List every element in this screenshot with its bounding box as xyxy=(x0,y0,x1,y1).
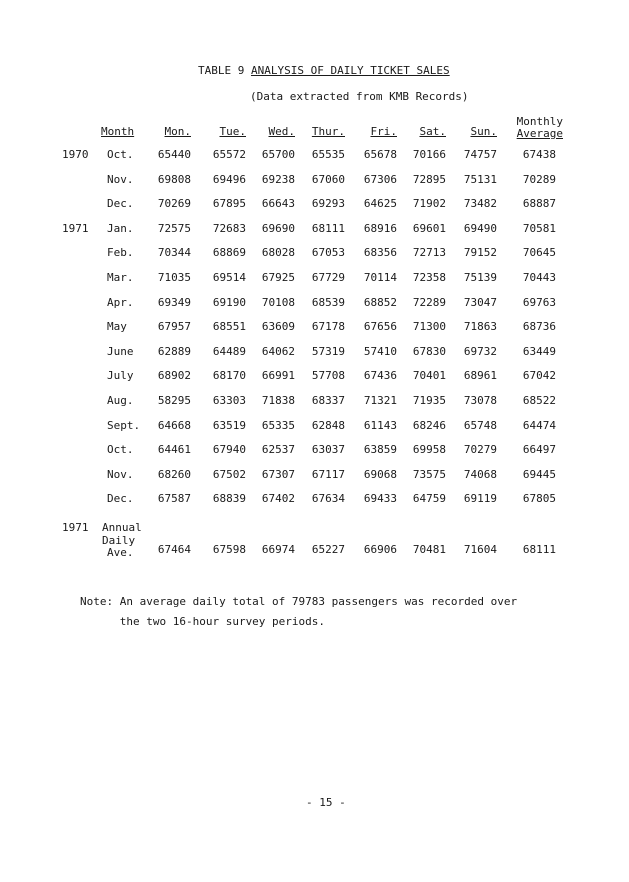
table-cell: 67925 xyxy=(261,271,295,284)
table-subtitle: (Data extracted from KMB Records) xyxy=(250,90,469,103)
table-cell: 67587 xyxy=(157,492,191,506)
table-cell: 64062 xyxy=(261,344,295,358)
table-cell: 63449 xyxy=(522,344,556,358)
table-cell: 63303 xyxy=(212,394,246,407)
row-month: Sept. xyxy=(107,418,141,432)
col-header-month: Month xyxy=(101,125,135,138)
table-cell: 68551 xyxy=(212,320,246,334)
table-cell: 57410 xyxy=(363,344,397,358)
table-cell: 67436 xyxy=(363,369,397,383)
col-header-fri: Fri. xyxy=(370,125,397,138)
table-cell: 68260 xyxy=(157,467,191,481)
table-cell: 72358 xyxy=(412,271,446,284)
table-cell: 65748 xyxy=(463,418,497,432)
table-cell: 65335 xyxy=(261,418,295,432)
annual-cell: 68111 xyxy=(522,543,556,556)
table-cell: 67940 xyxy=(212,443,246,457)
table-cell: 72683 xyxy=(212,221,246,235)
table-cell: 69238 xyxy=(261,172,295,186)
table-cell: 68356 xyxy=(363,246,397,260)
table-cell: 71935 xyxy=(412,394,446,407)
row-year: 1970 xyxy=(62,148,89,161)
table-cell: 68170 xyxy=(212,369,246,383)
table-cell: 69433 xyxy=(363,492,397,506)
table-cell: 67805 xyxy=(522,492,556,506)
table-cell: 73047 xyxy=(463,295,497,309)
row-month: Apr. xyxy=(107,295,134,309)
table-cell: 69293 xyxy=(311,197,345,211)
row-month: May xyxy=(107,320,127,334)
table-cell: 69119 xyxy=(463,492,497,506)
row-month: Nov. xyxy=(107,467,134,481)
table-cell: 72289 xyxy=(412,295,446,309)
annual-label-line: Annual xyxy=(102,521,142,534)
table-number: TABLE 9 xyxy=(198,64,245,77)
table-cell: 67634 xyxy=(311,492,345,506)
row-year: 1971 xyxy=(62,221,89,235)
table-cell: 68111 xyxy=(311,221,345,235)
table-cell: 69732 xyxy=(463,344,497,358)
annual-cell: 66974 xyxy=(261,543,295,556)
table-cell: 68539 xyxy=(311,295,345,309)
table-cell: 69496 xyxy=(212,172,246,186)
table-cell: 67060 xyxy=(311,172,345,186)
col-header-sat: Sat. xyxy=(419,125,446,138)
table-cell: 63859 xyxy=(363,443,397,457)
row-month: Dec. xyxy=(107,492,134,506)
table-cell: 62537 xyxy=(261,443,295,457)
table-cell: 63519 xyxy=(212,418,246,432)
table-cell: 65678 xyxy=(363,148,397,161)
table-cell: 70114 xyxy=(363,271,397,284)
col-header-monthly: Monthly xyxy=(516,115,563,128)
table-cell: 67178 xyxy=(311,320,345,334)
row-month: Jan. xyxy=(107,221,134,235)
table-cell: 74757 xyxy=(463,148,497,161)
row-month: Feb. xyxy=(107,246,134,260)
table-cell: 70645 xyxy=(522,246,556,260)
table-cell: 67042 xyxy=(522,369,556,383)
col-header-mon: Mon. xyxy=(164,125,191,138)
table-cell: 69690 xyxy=(261,221,295,235)
table-cell: 69808 xyxy=(157,172,191,186)
table-cell: 65700 xyxy=(261,148,295,161)
table-cell: 65440 xyxy=(157,148,191,161)
row-month: Nov. xyxy=(107,172,134,186)
table-cell: 62848 xyxy=(311,418,345,432)
annual-cell: 66906 xyxy=(363,543,397,556)
table-cell: 75139 xyxy=(463,271,497,284)
table-cell: 79152 xyxy=(463,246,497,260)
row-month: June xyxy=(107,344,134,358)
table-cell: 65572 xyxy=(212,148,246,161)
page-number: - 15 - xyxy=(306,796,346,809)
row-month: July xyxy=(107,369,134,383)
table-cell: 66643 xyxy=(261,197,295,211)
table-cell: 73482 xyxy=(463,197,497,211)
table-cell: 68961 xyxy=(463,369,497,383)
annual-cell: 67598 xyxy=(212,543,246,556)
table-cell: 67830 xyxy=(412,344,446,358)
annual-cell: 65227 xyxy=(311,543,345,556)
table-cell: 69958 xyxy=(412,443,446,457)
table-cell: 70401 xyxy=(412,369,446,383)
table-cell: 71902 xyxy=(412,197,446,211)
table-cell: 64474 xyxy=(522,418,556,432)
table-cell: 67117 xyxy=(311,467,345,481)
table-cell: 64461 xyxy=(157,443,191,457)
table-cell: 69445 xyxy=(522,467,556,481)
table-cell: 70581 xyxy=(522,221,556,235)
row-month: Oct. xyxy=(107,148,134,161)
table-cell: 63609 xyxy=(261,320,295,334)
table-cell: 68522 xyxy=(522,394,556,407)
table-cell: 68887 xyxy=(522,197,556,211)
col-header-wed: Wed. xyxy=(268,125,295,138)
table-cell: 71863 xyxy=(463,320,497,334)
table-cell: 67895 xyxy=(212,197,246,211)
col-header-average: Average xyxy=(516,127,563,140)
table-cell: 57708 xyxy=(311,369,345,383)
table-cell: 69068 xyxy=(363,467,397,481)
table-cell: 70344 xyxy=(157,246,191,260)
footnote: Note: An average daily total of 79783 passengers was recorded over the two 16-hour survey periods. xyxy=(80,595,518,628)
table-cell: 67656 xyxy=(363,320,397,334)
table-cell: 67053 xyxy=(311,246,345,260)
row-month: Dec. xyxy=(107,197,134,211)
table-cell: 71035 xyxy=(157,271,191,284)
table-cell: 70443 xyxy=(522,271,556,284)
table-cell: 64759 xyxy=(412,492,446,506)
table-cell: 71300 xyxy=(412,320,446,334)
col-header-sun: Sun. xyxy=(470,125,497,138)
table-cell: 67729 xyxy=(311,271,345,284)
table-cell: 67438 xyxy=(522,148,556,161)
table-cell: 73575 xyxy=(412,467,446,481)
annual-year: 1971 xyxy=(62,521,89,534)
table-cell: 67306 xyxy=(363,172,397,186)
table-cell: 57319 xyxy=(311,344,345,358)
annual-label-line: Daily xyxy=(102,534,136,547)
table-cell: 69490 xyxy=(463,221,497,235)
table-cell: 71838 xyxy=(261,394,295,407)
table-cell: 75131 xyxy=(463,172,497,186)
table-cell: 63037 xyxy=(311,443,345,457)
row-month: Aug. xyxy=(107,394,134,407)
table-cell: 70289 xyxy=(522,172,556,186)
annual-label-line: Ave. xyxy=(107,546,134,559)
table-cell: 67307 xyxy=(261,467,295,481)
table-cell: 67957 xyxy=(157,320,191,334)
table-cell: 72575 xyxy=(157,221,191,235)
table-cell: 68852 xyxy=(363,295,397,309)
table-cell: 66991 xyxy=(261,369,295,383)
table-cell: 67502 xyxy=(212,467,246,481)
table-cell: 67402 xyxy=(261,492,295,506)
table-cell: 68916 xyxy=(363,221,397,235)
table-cell: 69349 xyxy=(157,295,191,309)
table-cell: 68736 xyxy=(522,320,556,334)
table-cell: 68869 xyxy=(212,246,246,260)
table-cell: 68028 xyxy=(261,246,295,260)
table-cell: 64625 xyxy=(363,197,397,211)
table-cell: 74068 xyxy=(463,467,497,481)
annual-cell: 67464 xyxy=(157,543,191,556)
table-cell: 64489 xyxy=(212,344,246,358)
annual-cell: 70481 xyxy=(412,543,446,556)
row-month: Oct. xyxy=(107,443,134,457)
table-cell: 65535 xyxy=(311,148,345,161)
table-cell: 62889 xyxy=(157,344,191,358)
table-cell: 72713 xyxy=(412,246,446,260)
col-header-thur: Thur. xyxy=(311,125,345,138)
table-cell: 69514 xyxy=(212,271,246,284)
table-cell: 70108 xyxy=(261,295,295,309)
table-cell: 58295 xyxy=(157,394,191,407)
table-cell: 70279 xyxy=(463,443,497,457)
table-cell: 66497 xyxy=(522,443,556,457)
col-header-tue: Tue. xyxy=(219,125,246,138)
table-cell: 61143 xyxy=(363,418,397,432)
table-cell: 64668 xyxy=(157,418,191,432)
table-cell: 68337 xyxy=(311,394,345,407)
table-cell: 72895 xyxy=(412,172,446,186)
table-cell: 68839 xyxy=(212,492,246,506)
table-cell: 70269 xyxy=(157,197,191,211)
row-month: Mar. xyxy=(107,271,134,284)
table-cell: 70166 xyxy=(412,148,446,161)
table-cell: 69763 xyxy=(522,295,556,309)
table-cell: 68902 xyxy=(157,369,191,383)
table-title-main: ANALYSIS OF DAILY TICKET SALES xyxy=(250,64,450,77)
table-cell: 69190 xyxy=(212,295,246,309)
table-cell: 73078 xyxy=(463,394,497,407)
annual-cell: 71604 xyxy=(463,543,497,556)
table-cell: 69601 xyxy=(412,221,446,235)
table-cell: 71321 xyxy=(363,394,397,407)
table-cell: 68246 xyxy=(412,418,446,432)
